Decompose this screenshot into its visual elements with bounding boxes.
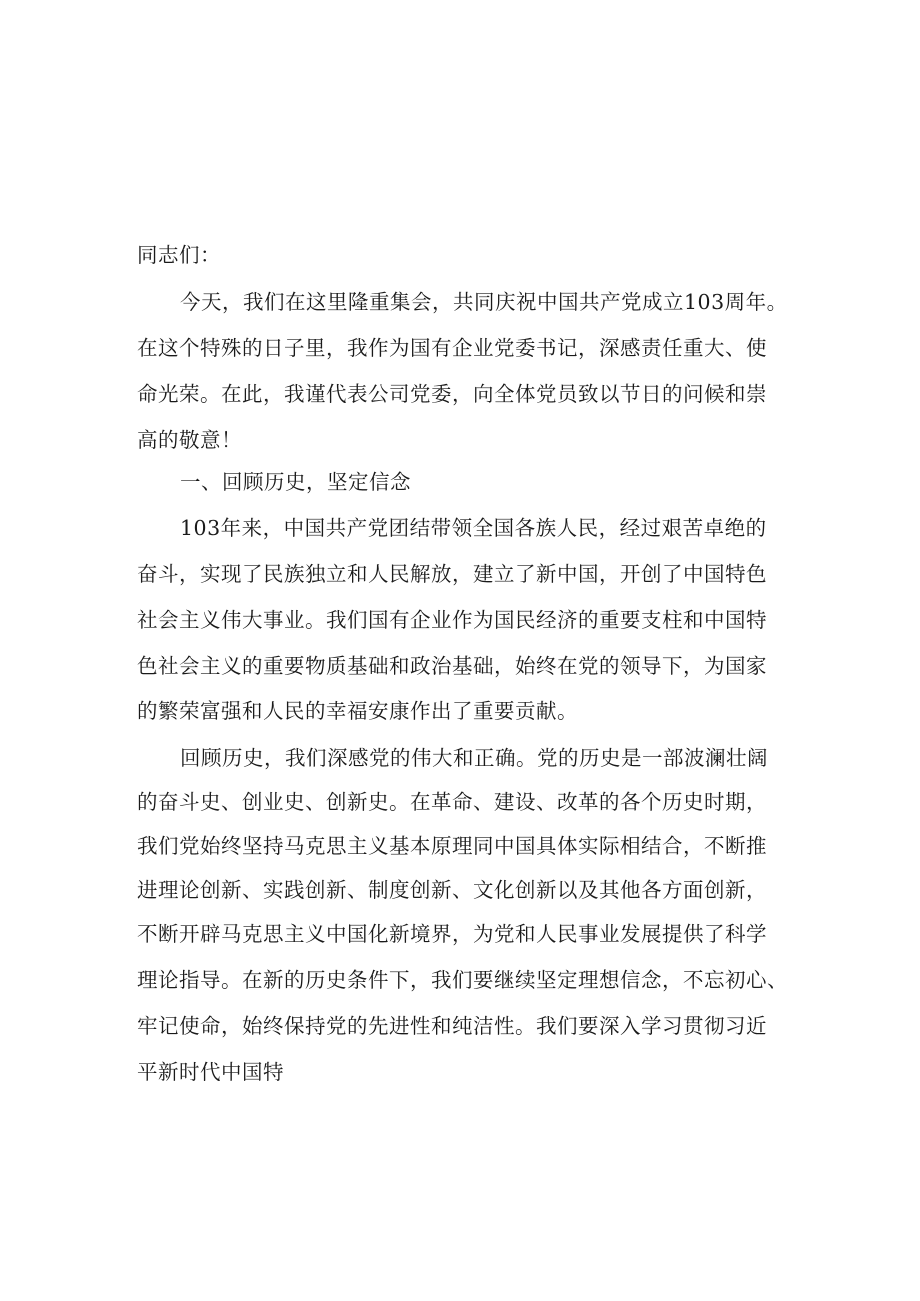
paragraph-line: 高的敬意！ [137,428,242,452]
paragraph-line: 牢记使命，始终保持党的先进性和纯洁性。我们要深入学习贯彻习近 [137,1014,767,1038]
paragraph-line: 在这个特殊的日子里，我作为国有企业党委书记，深感责任重大、使 [137,336,767,360]
paragraph-line: 色社会主义的重要物质基础和政治基础，始终在党的领导下，为国家 [137,654,767,678]
paragraph-line: 今天，我们在这里隆重集会，共同庆祝中国共产党成立103周年。 [180,290,788,314]
paragraph-line: 我们党始终坚持马克思主义基本原理同中国具体实际相结合，不断推 [137,834,767,858]
salutation: 同志们： [137,243,221,267]
section-heading: 一、回顾历史，坚定信念 [180,470,411,494]
paragraph-line: 理论指导。在新的历史条件下，我们要继续坚定理想信念，不忘初心、 [137,968,788,992]
paragraph-line: 命光荣。在此，我谨代表公司党委，向全体党员致以节日的问候和崇 [137,382,767,406]
paragraph-line: 进理论创新、实践创新、制度创新、文化创新以及其他各方面创新， [137,878,767,902]
paragraph-line: 回顾历史，我们深感党的伟大和正确。党的历史是一部波澜壮阔 [180,746,768,770]
paragraph-line: 不断开辟马克思主义中国化新境界，为党和人民事业发展提供了科学 [137,922,767,946]
paragraph-line: 社会主义伟大事业。我们国有企业作为国民经济的重要支柱和中国特 [137,608,767,632]
paragraph-line: 的奋斗史、创业史、创新史。在革命、建设、改革的各个历史时期， [137,790,767,814]
paragraph-line: 奋斗，实现了民族独立和人民解放，建立了新中国，开创了中国特色 [137,562,767,586]
paragraph-line: 平新时代中国特 [137,1060,284,1084]
paragraph-line: 103年来，中国共产党团结带领全国各族人民，经过艰苦卓绝的 [180,516,767,540]
paragraph-line: 的繁荣富强和人民的幸福安康作出了重要贡献。 [137,699,578,723]
